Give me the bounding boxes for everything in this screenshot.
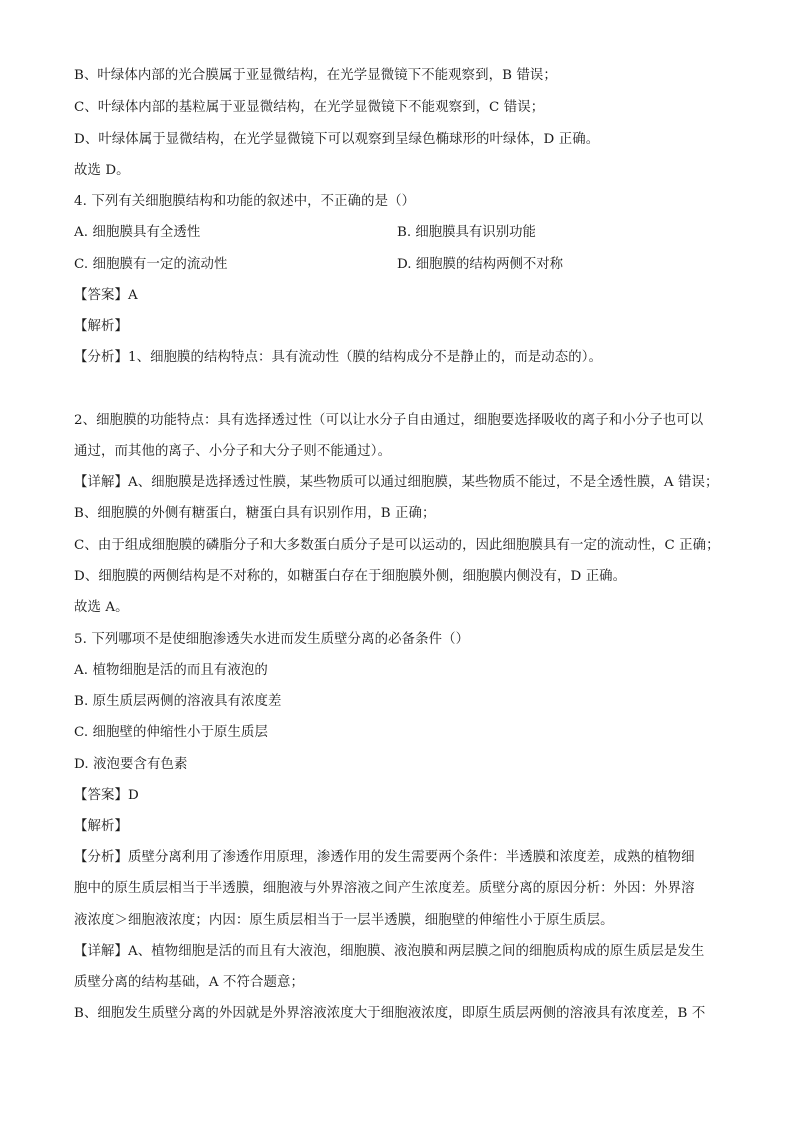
detail-text: 【详解】A、植物细胞是活的而且有大液泡，细胞膜、液泡膜和两层膜之间的细胞质构成的原生质层是发生 <box>74 944 705 959</box>
text-line: C、叶绿体内部的基粒属于亚显微结构，在光学显微镜下不能观察到，C 错误； <box>74 100 545 115</box>
analysis-text: 2、细胞膜的功能特点：具有选择透过性（可以让水分子自由通过，细胞要选择吸收的离子和小分子也可以 <box>74 413 704 428</box>
option-a: A. 植物细胞是活的而且有液泡的 <box>74 663 268 678</box>
question-5: 5. 下列哪项不是使细胞渗透失水进而发生质壁分离的必备条件（） <box>74 632 470 647</box>
analysis-text: 通过，而其他的离子、小分子和大分子则不能通过）。 <box>74 444 392 459</box>
detail-text: B、细胞膜的外侧有糖蛋白，糖蛋白具有识别作用，B 正确； <box>74 506 436 521</box>
text-line: B、叶绿体内部的光合膜属于亚显微结构，在光学显微镜下不能观察到，B 错误； <box>74 68 557 83</box>
answer-label: 【答案】D <box>74 788 139 803</box>
text-line: D、叶绿体属于显微结构，在光学显微镜下可以观察到呈绿色椭球形的叶绿体，D 正确。 <box>74 132 600 147</box>
analysis-text: 【分析】质壁分离利用了渗透作用原理，渗透作用的发生需要两个条件：半透膜和浓度差，成熟的植物细 <box>74 850 695 865</box>
question-4: 4. 下列有关细胞膜结构和功能的叙述中，不正确的是（） <box>74 194 416 209</box>
text-line: 故选 D。 <box>74 163 130 178</box>
analysis-text: 液浓度＞细胞液浓度；内因：原生质层相当于一层半透膜，细胞壁的伸缩性小于原生质层。 <box>74 913 614 928</box>
detail-text: 【详解】A、细胞膜是选择透过性膜，某些物质可以通过细胞膜，某些物质不能过，不是全透性膜，A 错误； <box>74 475 719 490</box>
option-a: A. 细胞膜具有全透性 <box>74 225 201 240</box>
option-b: B. 细胞膜具有识别功能 <box>397 225 536 240</box>
detail-text: B、细胞发生质壁分离的外因就是外界溶液浓度大于细胞液浓度，即原生质层两侧的溶液具有浓度差，B 不 <box>74 1006 706 1021</box>
analysis-text: 胞中的原生质层相当于半透膜，细胞液与外界溶液之间产生浓度差。质壁分离的原因分析：外因：外界溶 <box>74 881 695 896</box>
detail-text: 质壁分离的结构基础，A 不符合题意； <box>74 975 304 990</box>
answer-label: 【答案】A <box>74 288 138 303</box>
analysis-label: 【解析】 <box>74 819 128 834</box>
analysis-label: 【解析】 <box>74 319 128 334</box>
analysis-text: 【分析】1、细胞膜的结构特点：具有流动性（膜的结构成分不是静止的，而是动态的）。 <box>74 350 603 365</box>
option-b: B. 原生质层两侧的溶液具有浓度差 <box>74 694 282 709</box>
option-d: D. 液泡要含有色素 <box>74 757 188 772</box>
option-d: D. 细胞膜的结构两侧不对称 <box>397 257 564 272</box>
detail-text: C、由于组成细胞膜的磷脂分子和大多数蛋白质分子是可以运动的，因此细胞膜具有一定的流动性，C 正确； <box>74 538 720 553</box>
detail-text: D、细胞膜的两侧结构是不对称的，如糖蛋白存在于细胞膜外侧，细胞膜内侧没有，D 正确。 <box>74 569 627 584</box>
selection-text: 故选 A。 <box>74 600 129 615</box>
option-c: C. 细胞膜有一定的流动性 <box>74 257 228 272</box>
option-c: C. 细胞壁的伸缩性小于原生质层 <box>74 725 268 740</box>
